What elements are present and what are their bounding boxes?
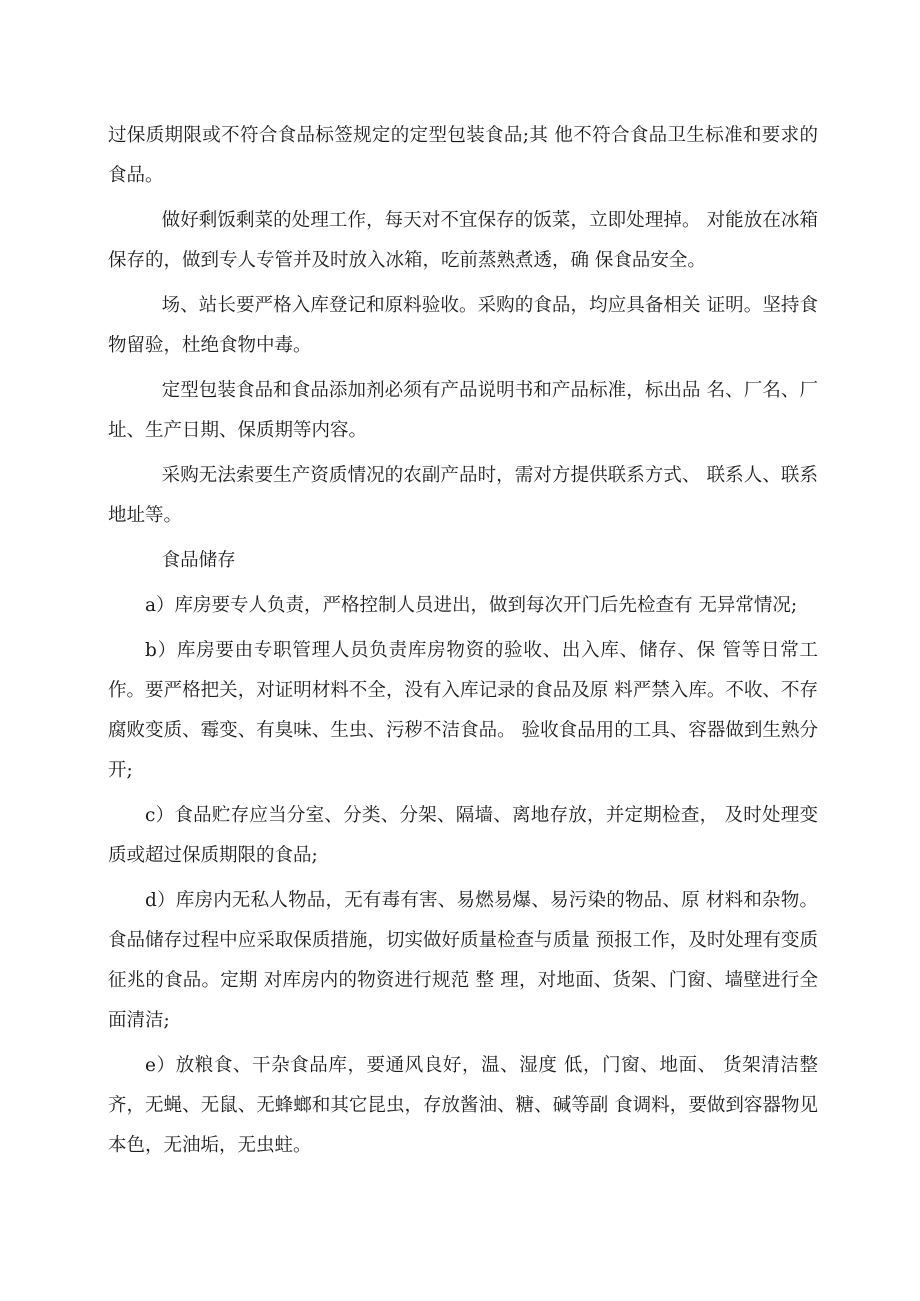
list-item-d: d）库房内无私人物品，无有毒有害、易燃易爆、易污染的物品、原 材料和杂物。食品储存过程中应采取保质措施，切实做好质量检查与质量 预报工作，及时处理有变质征兆的食品。定期 对库房内的物资进行规范 整 理，对地面、货架、门窗、墙壁进行全面清洁; [108,890,818,1031]
paragraph-packaged-food: 定型包装食品和食品添加剂必须有产品说明书和产品标准，标出品 名、厂名、厂址、生产日期、保质期等内容。 [108,380,818,441]
document-body [108,116,818,1171]
paragraph-farm-produce: 采购无法索要生产资质情况的农副产品时，需对方提供联系方式、 联系人、联系地址等。 [108,465,818,526]
paragraph-expired-food: 过保质期限或不符合食品标签规定的定型包装食品;其 他不符合食品卫生标准和要求的食品。 [108,125,818,186]
list-item-a: a）库房要专人负责，严格控制人员进出，做到每次开门后先检查有 无异常情况; [145,595,798,616]
list-item-e: e）放粮食、干杂食品库，要通风良好，温、湿度 低，门窗、地面、 货架清洁整齐，无蝇、无鼠、无蜂螂和其它昆虫，存放酱油、糖、碱等副 食调料，要做到容器物见本色，无油垢，无虫蛀。 [108,1055,818,1156]
section-heading-food-storage: 食品储存 [161,550,236,571]
paragraph-inbound-registration: 场、站长要严格入库登记和原料验收。采购的食品，均应具备相关 证明。坚持食物留验，杜绝食物中毒。 [108,295,818,356]
list-item-b: b）库房要由专职管理人员负责库房物资的验收、出入库、储存、保 管等日常工作。要严格把关，对证明材料不全，没有入库记录的食品及原 料严禁入库。不收、不存腐败变质、霉变、有臭味、生虫、污秽不洁食品。 验收食品用的工具、容器做到生熟分开; [108,640,818,781]
list-item-c: c）食品贮存应当分室、分类、分架、隔墙、离地存放，并定期检查， 及时处理变质或超过保质期限的食品; [108,805,818,866]
paragraph-leftover-food: 做好剩饭剩菜的处理工作，每天对不宜保存的饭菜，立即处理掉。 对能放在冰箱保存的，做到专人专管并及时放入冰箱，吃前蒸熟煮透，确 保食品安全。 [108,210,818,271]
